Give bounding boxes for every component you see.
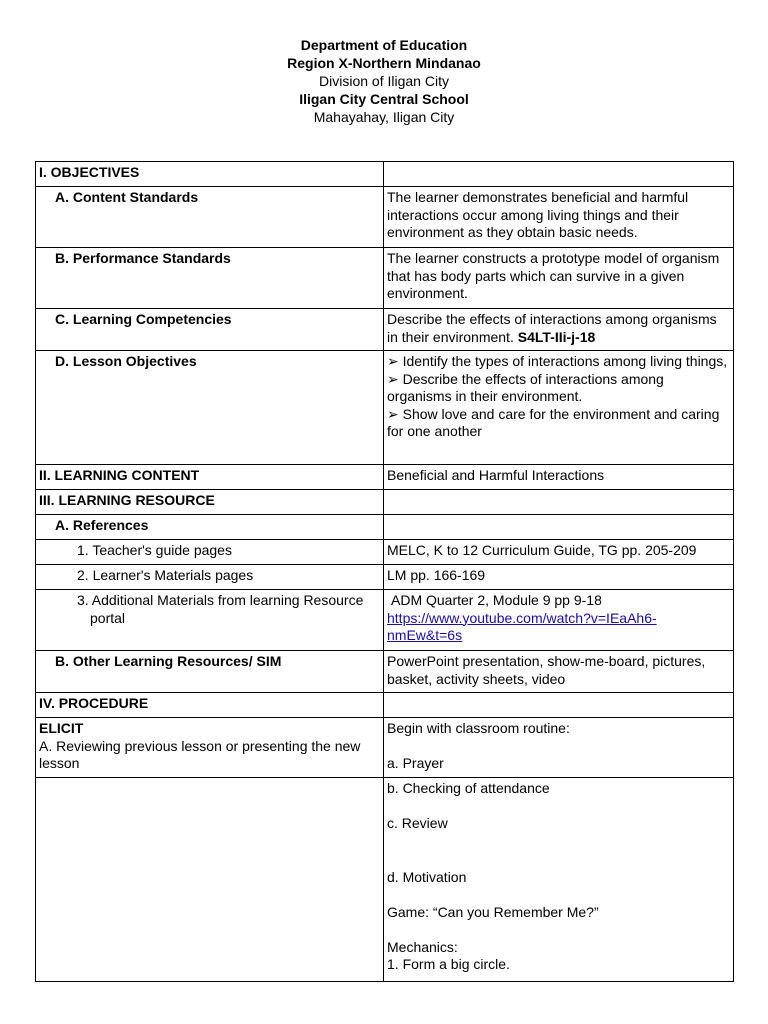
motivation-step: d. Motivation xyxy=(387,868,467,885)
references-label: A. References xyxy=(36,515,384,540)
procedure-heading: IV. PROCEDURE xyxy=(36,693,384,718)
division-name: Division of Iligan City xyxy=(319,73,449,89)
table-row xyxy=(36,309,734,351)
table-row xyxy=(36,778,734,982)
table-row xyxy=(36,565,734,590)
empty-cell xyxy=(36,778,384,982)
routine-cell xyxy=(384,718,734,778)
school-address: Mahayahay, Iligan City xyxy=(313,109,455,125)
objectives-heading: I. OBJECTIVES xyxy=(36,162,384,187)
department-name: Department of Education xyxy=(300,37,468,53)
additional-materials-label: 3. Additional Materials from learning Resource portal xyxy=(77,592,364,626)
table-row xyxy=(36,718,734,778)
elicit-cell xyxy=(36,718,384,778)
elicit-label: ELICIT xyxy=(39,720,84,736)
empty-cell xyxy=(384,693,734,718)
table-row xyxy=(36,590,734,651)
teachers-guide-text: MELC, K to 12 Curriculum Guide, TG pp. 205-209 xyxy=(384,540,734,565)
document-header xyxy=(0,36,768,126)
list-item: ➢ Describe the effects of interactions among organisms in their environment. xyxy=(387,370,664,404)
performance-standards-label: B. Performance Standards xyxy=(36,248,384,309)
additional-materials-text: ADM Quarter 2, Module 9 pp 9-18 xyxy=(391,592,602,608)
lesson-plan-table xyxy=(35,161,734,982)
empty-cell xyxy=(384,515,734,540)
additional-materials-content xyxy=(384,590,734,651)
learning-resource-heading: III. LEARNING RESOURCE xyxy=(36,490,384,515)
table-row xyxy=(36,465,734,490)
table-row xyxy=(36,693,734,718)
learners-materials-label: 2. Learner's Materials pages xyxy=(36,565,384,590)
table-row xyxy=(36,351,734,465)
youtube-link[interactable]: https://www.youtube.com/watch?v=IEaAh6-nmEw&t=6s xyxy=(387,609,657,643)
other-resources-label: B. Other Learning Resources/ SIM xyxy=(36,651,384,693)
empty-cell xyxy=(384,490,734,515)
empty-cell xyxy=(384,162,734,187)
content-standards-text: The learner demonstrates beneficial and harmful interactions occur among living things and their environment as they obtain basic needs. xyxy=(384,187,734,248)
game-title: Game: “Can you Remember Me?” xyxy=(387,903,599,920)
elicit-subtitle: A. Reviewing previous lesson or presenting the new lesson xyxy=(39,737,361,771)
mechanics-label: Mechanics: xyxy=(387,938,458,955)
table-row xyxy=(36,248,734,309)
table-row xyxy=(36,515,734,540)
review-step: c. Review xyxy=(387,815,448,831)
learning-content-heading: II. LEARNING CONTENT xyxy=(36,465,384,490)
learners-materials-text: LM pp. 166-169 xyxy=(384,565,734,590)
school-name: Iligan City Central School xyxy=(299,91,469,107)
performance-standards-text: The learner constructs a prototype model of organism that has body parts which can survive in a given environment. xyxy=(384,248,734,309)
table-row xyxy=(36,490,734,515)
list-item: ➢ Identify the types of interactions among living things, xyxy=(387,353,728,369)
table-row xyxy=(36,651,734,693)
lesson-objectives-list xyxy=(384,351,734,465)
learning-competencies-label: C. Learning Competencies xyxy=(36,309,384,351)
content-standards-label: A. Content Standards xyxy=(36,187,384,248)
learning-competencies-cell xyxy=(384,309,734,351)
region-name: Region X-Northern Mindanao xyxy=(287,55,481,71)
lesson-objectives-label: D. Lesson Objectives xyxy=(36,351,384,465)
competency-code: S4LT-IIi-j-18 xyxy=(517,328,596,345)
list-item: ➢ Show love and care for the environment and caring for one another xyxy=(387,405,720,439)
additional-materials-cell xyxy=(36,590,384,651)
attendance-step: b. Checking of attendance xyxy=(387,780,550,796)
prayer-step: a. Prayer xyxy=(387,755,444,771)
activities-cell xyxy=(384,778,734,982)
table-row xyxy=(36,162,734,187)
mechanics-step-1: 1. Form a big circle. xyxy=(387,956,510,972)
table-row xyxy=(36,187,734,248)
learning-content-text: Beneficial and Harmful Interactions xyxy=(384,465,734,490)
table-row xyxy=(36,540,734,565)
routine-intro: Begin with classroom routine: xyxy=(387,720,570,736)
learning-competencies-text: Describe the effects of interactions among organisms in their environment. xyxy=(387,311,717,345)
teachers-guide-label: 1. Teacher's guide pages xyxy=(36,540,384,565)
other-resources-text: PowerPoint presentation, show-me-board, pictures, basket, activity sheets, video xyxy=(384,651,734,693)
